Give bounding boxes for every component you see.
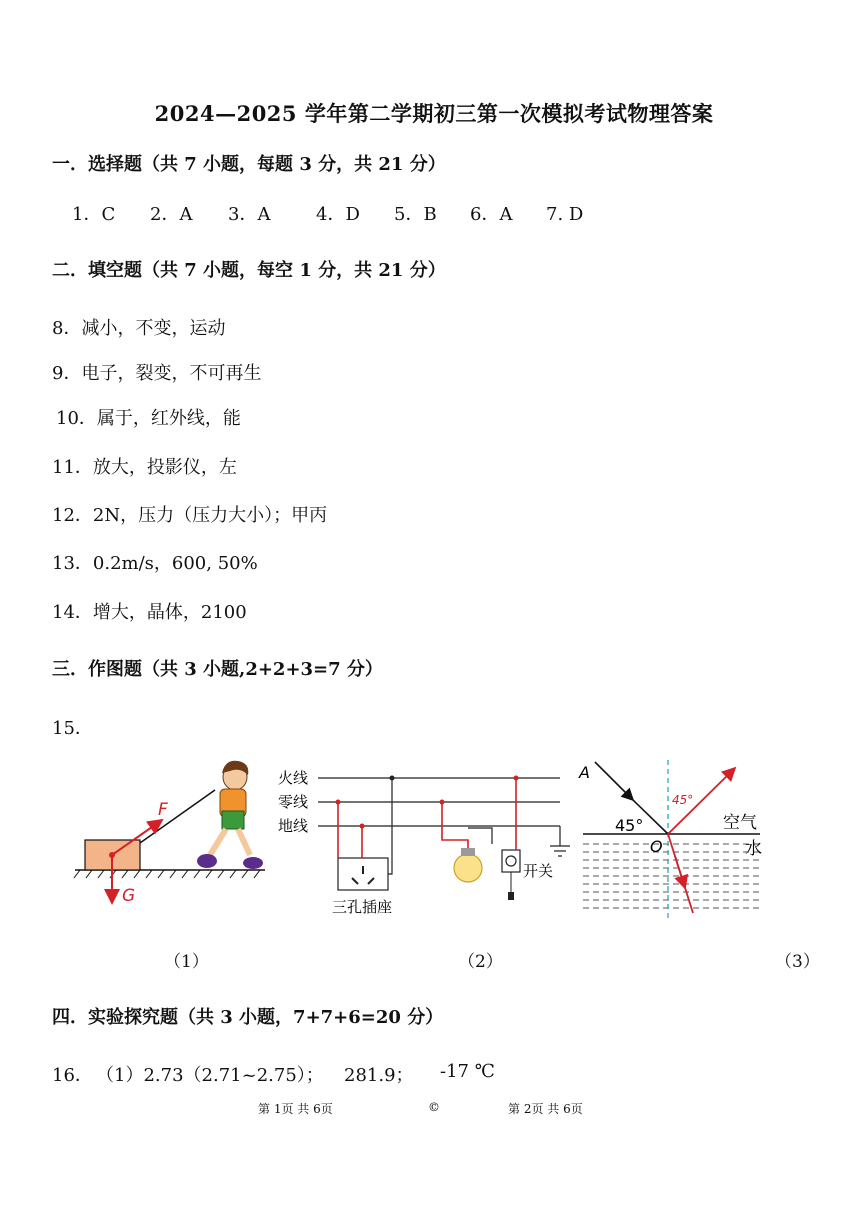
answer-6: 6．A [470,204,513,225]
label-g: G [122,886,136,906]
label-earth: 地线 [278,817,309,835]
child-figure [197,761,263,869]
ground-symbol [550,846,570,856]
answer-3: 3．A [228,204,271,225]
fig2-caption: （2） [458,952,503,972]
label-air: 空气 [723,813,757,833]
page-title: 2024—2025 学年第二学期初三第一次模拟考试物理答案 [154,101,714,126]
answer-4: 4．D [316,204,360,225]
footer-page-left: 第 1页 共 6页 [258,1102,333,1116]
force-point [109,852,115,858]
answer-12: 12．2N，压力（压力大小）；甲丙 [52,505,328,526]
answer-11: 11．放大，投影仪，左 [52,457,237,478]
answer-8: 8．减小，不变，运动 [52,318,226,339]
light-bulb [454,854,482,882]
water-hatching [583,844,760,908]
footer-page-right: 第 2页 共 6页 [508,1102,583,1116]
answer-5: 5．B [394,204,437,225]
section3-heading: 三．作图题（共 3 小题,2+2+3=7 分） [52,659,383,680]
label-angle-incidence: 45° [615,816,644,835]
label-f: F [158,800,168,820]
circuit-diagram [270,762,570,927]
ground-hatch [74,870,260,878]
lamp-switch-link [468,828,492,844]
label-angle-reflection: 45° [672,793,694,807]
q16-part3: -17 ℃ [440,1061,495,1082]
label-socket: 三孔插座 [332,898,393,916]
answer-1: 1．C [72,204,116,225]
section1-heading: 一．选择题（共 7 小题，每题 3 分，共 21 分） [52,154,446,175]
incident-ray-arrow [595,762,633,800]
answer-10: 10．属于，红外线，能 [56,408,241,429]
footer-copyright: © [428,1100,440,1114]
rope [140,790,215,843]
label-neutral: 零线 [278,793,309,811]
section2-heading: 二．填空题（共 7 小题，每空 1 分，共 21 分） [52,260,446,281]
fig1-caption: （1） [164,952,209,972]
answer-9: 9．电子，裂变，不可再生 [52,363,262,384]
answer-14: 14．增大，晶体，2100 [52,602,247,623]
choice-answers [72,200,583,226]
section4-heading: 四．实验探究题（共 3 小题，7+7+6=20 分） [52,1007,444,1028]
label-live: 火线 [278,769,309,787]
q16-number: 16． [52,1065,93,1086]
label-switch: 开关 [523,862,554,880]
label-a: A [579,763,590,782]
answer-13: 13．0.2m/s，600, 50% [52,553,258,574]
label-water: 水 [745,839,762,859]
optics-diagram [575,758,775,923]
answer-2: 2．A [150,204,193,225]
label-o: O [650,837,663,856]
q16-part1: （1）2.73（2.71~2.75）； [96,1065,324,1086]
fig3-caption: （3） [775,952,820,972]
force-diagram [70,755,270,915]
lamp-neutral-link [442,802,468,848]
answer-7: 7. D [546,204,584,225]
wall-switch [502,850,520,872]
q16-part2: 281.9； [344,1065,414,1086]
q15-label: 15． [52,718,93,739]
